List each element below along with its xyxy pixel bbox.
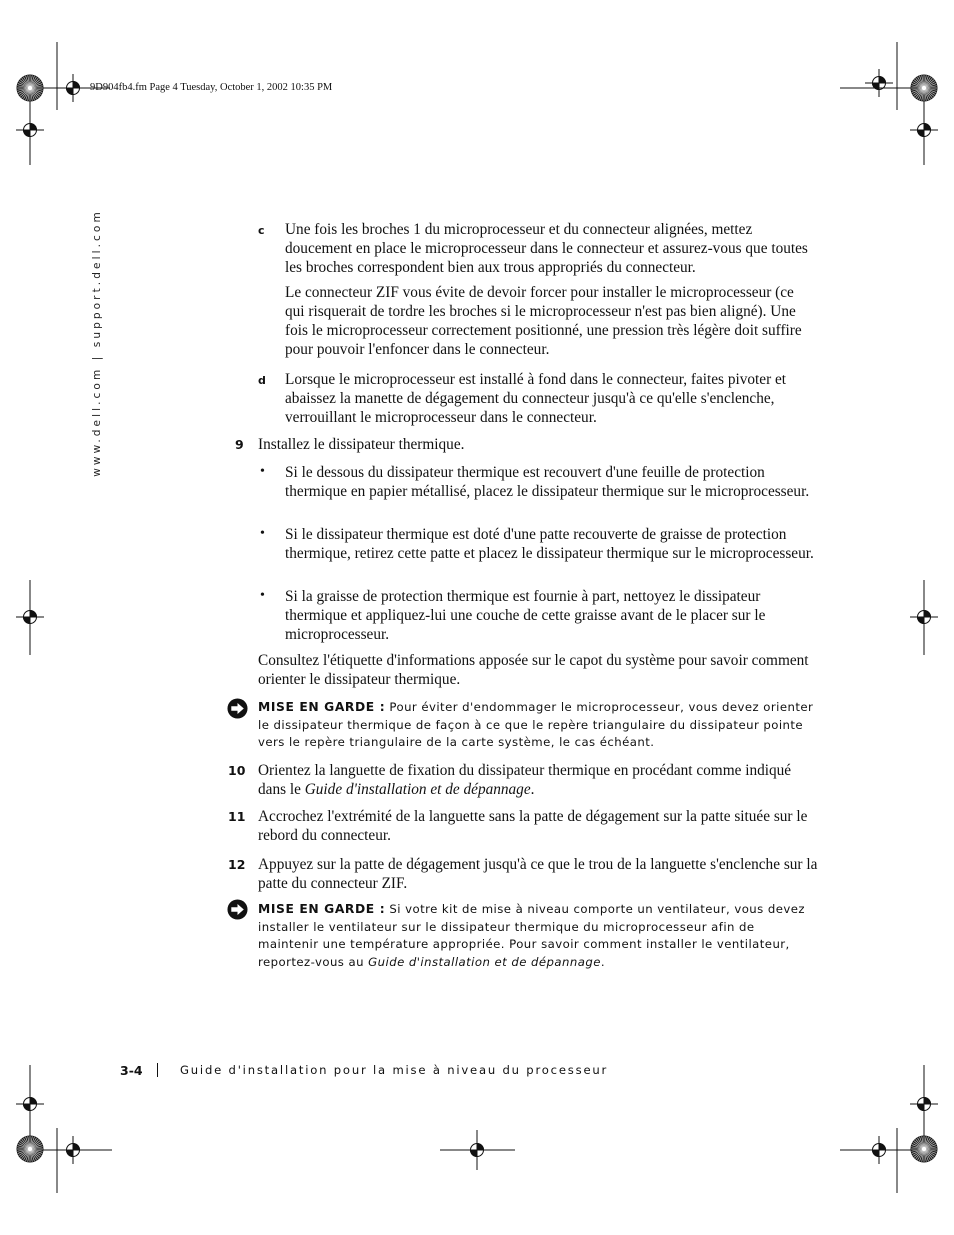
guide-reference: Guide d'installation et de dépannage: [368, 954, 601, 969]
step-9-bullet: Si la graisse de protection thermique est fournie à part, nettoyez le dissipateur thermique et appliquez-lui une couche de cette graisse avant de le placer sur le microprocesseur.: [285, 588, 766, 643]
footer-separator: [157, 1063, 158, 1077]
step-marker-c: c: [258, 224, 265, 237]
caution-notice: MISE EN GARDE : Si votre kit de mise à niveau comporte un ventilateur, vous devez installer le ventilateur sur le dissipateur thermique du microprocesseur afin de maintenir une température appropriée. Pour savoir comment installer le ventilateur, reportez-vous au Guide d'installation et de dépannage.: [258, 902, 805, 969]
step-number-12: 12: [228, 857, 246, 872]
step-9-after-text: Consultez l'étiquette d'informations apposée sur le capot du système pour savoir comment orienter le dissipateur thermique.: [258, 652, 809, 688]
sidebar-url: www.dell.com | support.dell.com: [91, 209, 103, 477]
step-9-bullet: Si le dessous du dissipateur thermique est recouvert d'une feuille de protection thermique en papier métallisé, placez le dissipateur thermique sur le microprocesseur.: [285, 464, 810, 500]
caution-arrow-icon: [227, 899, 248, 920]
bullet-glyph: •: [260, 526, 265, 541]
step-marker-d: d: [258, 374, 266, 387]
guide-reference: Guide d'installation et de dépannage: [304, 781, 531, 798]
bullet-glyph: •: [260, 588, 265, 603]
step-11-text: Accrochez l'extrémité de la languette sans la patte de dégagement sur la patte située sur le rebord du connecteur.: [258, 808, 808, 844]
caution-label: MISE EN GARDE :: [258, 700, 386, 714]
bullet-glyph: •: [260, 464, 265, 479]
sunburst-registration-icon: [911, 75, 937, 101]
caution-arrow-icon: [227, 698, 248, 719]
crosshair-registration-icon: [865, 69, 893, 97]
step-number-10: 10: [228, 763, 246, 778]
sunburst-registration-icon: [17, 1136, 43, 1162]
sunburst-registration-icon: [17, 75, 43, 101]
footer-title: Guide d'installation pour la mise à niveau du processeur: [180, 1063, 609, 1077]
step-10-text: Orientez la languette de fixation du dissipateur thermique en procédant comme indiqué dans le Guide d'installation et de dépannage.: [258, 762, 792, 798]
sunburst-registration-icon: [911, 1136, 937, 1162]
step-9-text: Installez le dissipateur thermique.: [258, 436, 465, 453]
caution-text: Pour éviter d'endommager le microprocesseur, vous devez orienter le dissipateur thermique de façon à ce que le repère triangulaire du dissipateur pointe vers le repère triangulaire de la carte système, le cas échéant.: [258, 700, 814, 749]
step-c-text: Une fois les broches 1 du microprocesseur et du connecteur alignées, mettez doucement en place le microprocesseur dans le connecteur et assurez-vous que toutes les broches correspondent bien aux trous appropriés du connecteur.: [285, 221, 808, 276]
caution-label: MISE EN GARDE :: [258, 902, 386, 916]
caution-text: Si votre kit de mise à niveau comporte un ventilateur, vous devez installer le ventilateur sur le dissipateur thermique du microprocesseur afin de maintenir une température appropriée. Pour savoir comment installer le ventilateur, reportez-vous au: [258, 902, 805, 969]
step-d-text: Lorsque le microprocesseur est installé à fond dans le connecteur, faites pivoter et abaissez la manette de dégagement du connecteur jusqu'à ce qu'elle s'enclenche, verrouillant le microprocesseur dans le connecteur.: [285, 371, 787, 426]
step-9-bullet: Si le dissipateur thermique est doté d'une patte recouverte de graisse de protection thermique, retirez cette patte et placez le dissipateur thermique sur le microprocesseur.: [285, 526, 814, 562]
caution-notice: [258, 699, 818, 752]
step-c-note: Le connecteur ZIF vous évite de devoir forcer pour installer le microprocesseur (ce qui risquerait de tordre les broches si le microprocesseur n'est pas bien aligné). Une fois le microprocesseur correctement positionné, une pression très légère doit suffire pour pouvoir l'enfoncer dans le connecteur.: [285, 284, 802, 358]
file-info-header: 9D904fb4.fm Page 4 Tuesday, October 1, 2002 10:35 PM: [90, 82, 333, 93]
step-number-9: 9: [235, 437, 244, 452]
page-number: 3-4: [120, 1063, 143, 1078]
step-number-11: 11: [228, 809, 246, 824]
step-12-text: Appuyez sur la patte de dégagement jusqu'à ce que le trou de la languette s'enclenche sur la patte du connecteur ZIF.: [258, 856, 818, 892]
